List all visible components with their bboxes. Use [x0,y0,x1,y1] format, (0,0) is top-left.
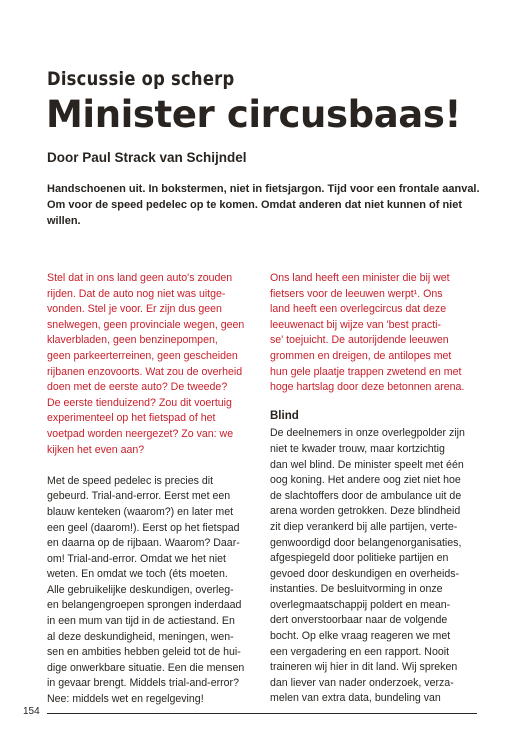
text-line: doen met de eerste auto? De tweede? [47,381,228,394]
text-line: fietsers voor de leeuwen werpt¹. Ons [270,287,443,300]
text-line: dan wel blind. De minister speelt met één [270,458,464,471]
text-line: rijbanen enzovoorts. Wat zou de overheid [47,365,243,378]
text-line: en belangengroepen sprongen inderdaad [47,599,242,612]
text-line: weten. En omdat we toch (éts moeten. [47,568,228,581]
text-line: geen parkeerterreinen, geen gescheiden [47,349,238,362]
text-line: vonden. Stel je voor. Er zijn dus geen [47,303,222,316]
text-line: oog koning. Het andere oog ziet niet hoe [270,474,461,487]
text-line: voetpad worden neergezet? Zo van: we [47,427,234,440]
text-line: melen van extra data, bundeling van [270,692,441,705]
text-line: een geel (daarom!). Eerst op het fietspad [47,521,240,534]
text-line: de slachtoffers door de ambulance uit de [270,489,462,502]
text-line: zit diep verankerd bij alle partijen, verte- [270,520,458,533]
intro-line: willen. [47,215,81,227]
text-line: arena worden getrokken. Deze blindheid [270,505,461,518]
text-line: gevoed door deskundigen en overheids- [270,567,460,580]
text-line: land heeft een overlegcircus dat deze [270,303,447,316]
left-red-paragraph [47,271,259,458]
text-line: Alle gebruikelijke deskundigen, overleg- [47,583,234,596]
text-line: in een mum van tijd in de actiestand. En [47,615,235,628]
text-line: De eerste tienduizend? Zou dit voertuig [47,396,232,409]
text-line: om! Trial-and-error. Omdat we het niet [47,552,226,565]
text-line: overlegmaatschappij poldert en mean- [270,598,451,611]
article-intro [47,181,480,229]
text-line: De deelnemers in onze overlegpolder zijn [270,427,465,440]
right-column [270,271,482,707]
text-line: genwoordigd door belangenorganisaties, [270,536,462,549]
section-kicker: Discussie op scherp [47,68,235,90]
article-title: Minister circusbaas! [46,93,461,136]
text-line: Met de speed pedelec is precies dit [47,474,214,487]
article-byline: Door Paul Strack van Schijndel [47,150,247,165]
intro-line: Om voor de speed pedelec op te komen. Omdat anderen dat niet kunnen of niet [47,199,463,211]
text-line: leeuwenact bij wijze van 'best practi- [270,318,442,331]
section-heading-blind: Blind [270,409,299,422]
text-line: grommen en dreigen, de antilopes met [270,349,452,362]
text-line: afgespiegeld door politieke partijen en [270,552,449,565]
text-line: al deze deskundigheid, meningen, wen- [47,630,234,643]
text-line: dige onwerkbare situatie. Een die mensen [47,661,245,674]
text-line: kijken het even aan? [47,443,145,456]
text-line: een vergadering en een rapport. Nooit [270,645,450,658]
text-line: experimenteel op het fietspad of het [47,412,216,425]
right-body-paragraph [270,426,482,707]
text-line: bocht. Op elke vraag reageren we met [270,630,451,643]
text-line: rijden. Dat de auto nog niet was uitge- [47,287,226,300]
text-line: Ons land heeft een minister die bij wet [270,272,450,284]
text-line: in gevaar brengt. Middels trial-and-error? [47,677,239,690]
text-line: hoge hartslag door deze betonnen arena. [270,381,465,394]
text-line: klaverbladen, geen benzinepompen, [47,334,218,347]
text-line: dert onverstoorbaar naar de volgende [270,614,448,627]
left-body-paragraph [47,474,259,708]
paragraph-gap [47,458,259,474]
text-line: gebeurd. Trial-and-error. Eerst met een [47,490,231,503]
text-line: se' toejuicht. De autorijdende leeuwen [270,334,449,347]
text-line: niet te kwader trouw, maar kortzichtig [270,442,445,455]
left-column [47,271,259,708]
text-line: Stel dat in ons land geen auto's zouden [47,272,233,284]
intro-line: Handschoenen uit. In bokstermen, niet in fietsjargon. Tijd voor een frontale aanval. [47,183,480,195]
footer-rule [47,713,477,714]
text-line: en daarna op de rijbaan. Waarom? Daar- [47,537,240,550]
right-red-paragraph [270,271,482,396]
text-line: traineren wij hier in dit land. Wij spreken [270,661,458,674]
text-line: snelwegen, geen provinciale wegen, geen [47,318,245,331]
text-line: hun gele plaatje trappen zwetend en met [270,365,462,378]
text-line: Nee: middels wet en regelgeving! [47,693,204,706]
text-line: sen en ambities hebben geleid tot de hui- [47,646,241,659]
text-line: blauw kenteken (waarom?) en later met [47,505,234,518]
text-line: instanties. De besluitvorming in onze [270,583,443,596]
text-line: dan liever van nader onderzoek, verza- [270,676,454,689]
page-number: 154 [23,706,40,717]
